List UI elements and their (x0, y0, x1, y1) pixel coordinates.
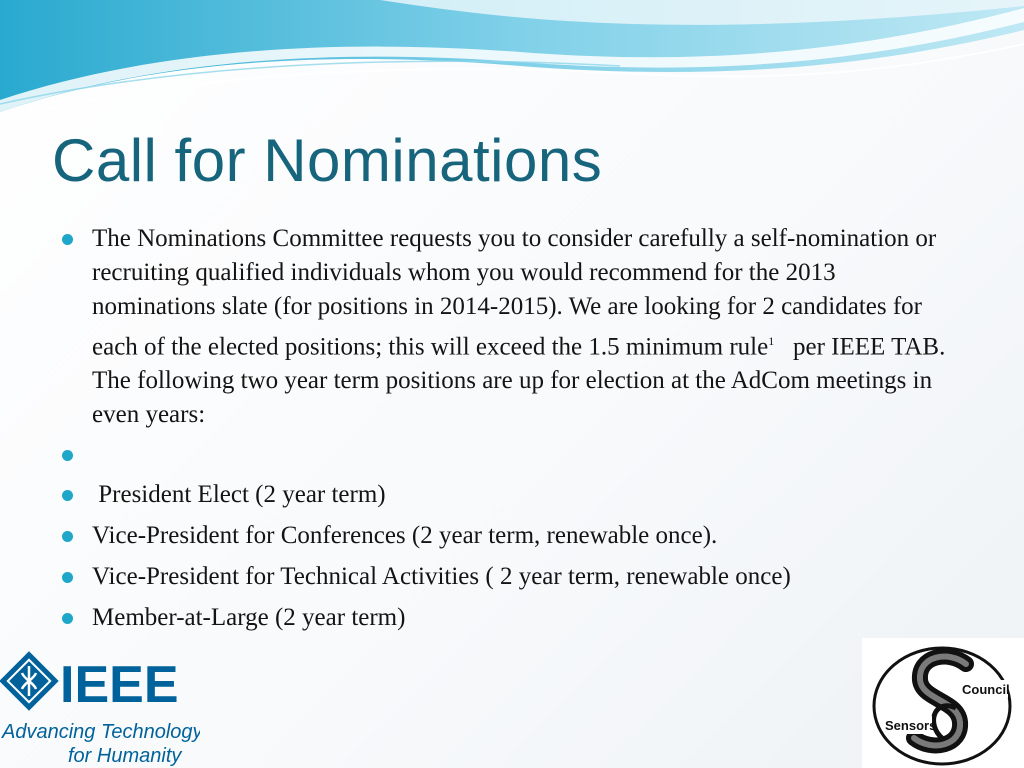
bullet-dot-icon (62, 572, 73, 583)
sensors-council-logo (862, 638, 1024, 768)
ieee-wordmark: IEEE (60, 656, 179, 714)
bullet-dot-icon (62, 531, 73, 542)
bullet-text: Vice-President for Conferences (2 year term, renewable once). (92, 522, 718, 550)
bullet-item (62, 601, 962, 635)
ieee-tagline-line1: Advancing Technology (2, 721, 200, 743)
bullet-item-empty (62, 438, 962, 472)
bullet-text-continued: per IEEE TAB. The following two year term positions are up for election at the AdCom meetings in even years: (92, 333, 958, 429)
bullet-item (62, 519, 962, 553)
logo-word-sensors: Sensors (885, 718, 937, 733)
ieee-diamond-icon (0, 651, 59, 710)
bullet-item (62, 222, 962, 432)
header-wave-decoration (0, 0, 1024, 130)
bullet-text: Vice-President for Technical Activities ( 2 year term, renewable once) (92, 563, 791, 591)
ieee-logo (0, 646, 200, 768)
bullet-item (62, 478, 962, 512)
bullet-text: President Elect (2 year term) (92, 481, 386, 509)
logo-word-council: Council (962, 682, 1010, 697)
bullet-dot-icon (62, 450, 73, 461)
bullet-dot-icon (62, 490, 73, 501)
bullet-item (62, 560, 962, 594)
footnote-marker: 1 (768, 334, 775, 348)
slide-title: Call for Nominations (52, 127, 603, 194)
ieee-tagline-line2: for Humanity (68, 745, 182, 767)
bullet-dot-icon (62, 234, 73, 245)
bullet-dot-icon (62, 613, 73, 624)
bullet-text: Member-at-Large (2 year term) (92, 604, 406, 632)
bullet-text: The Nominations Committee requests you to consider carefully a self-nomination or recruiting qualified individuals whom you would recommend for the 2013 nominations slate (for positions in 2014-2015). We are looking for 2 candidates for each of the elected positions; this will exceed the 1.5 minimum rule (92, 225, 937, 361)
bullet-list (62, 222, 962, 635)
